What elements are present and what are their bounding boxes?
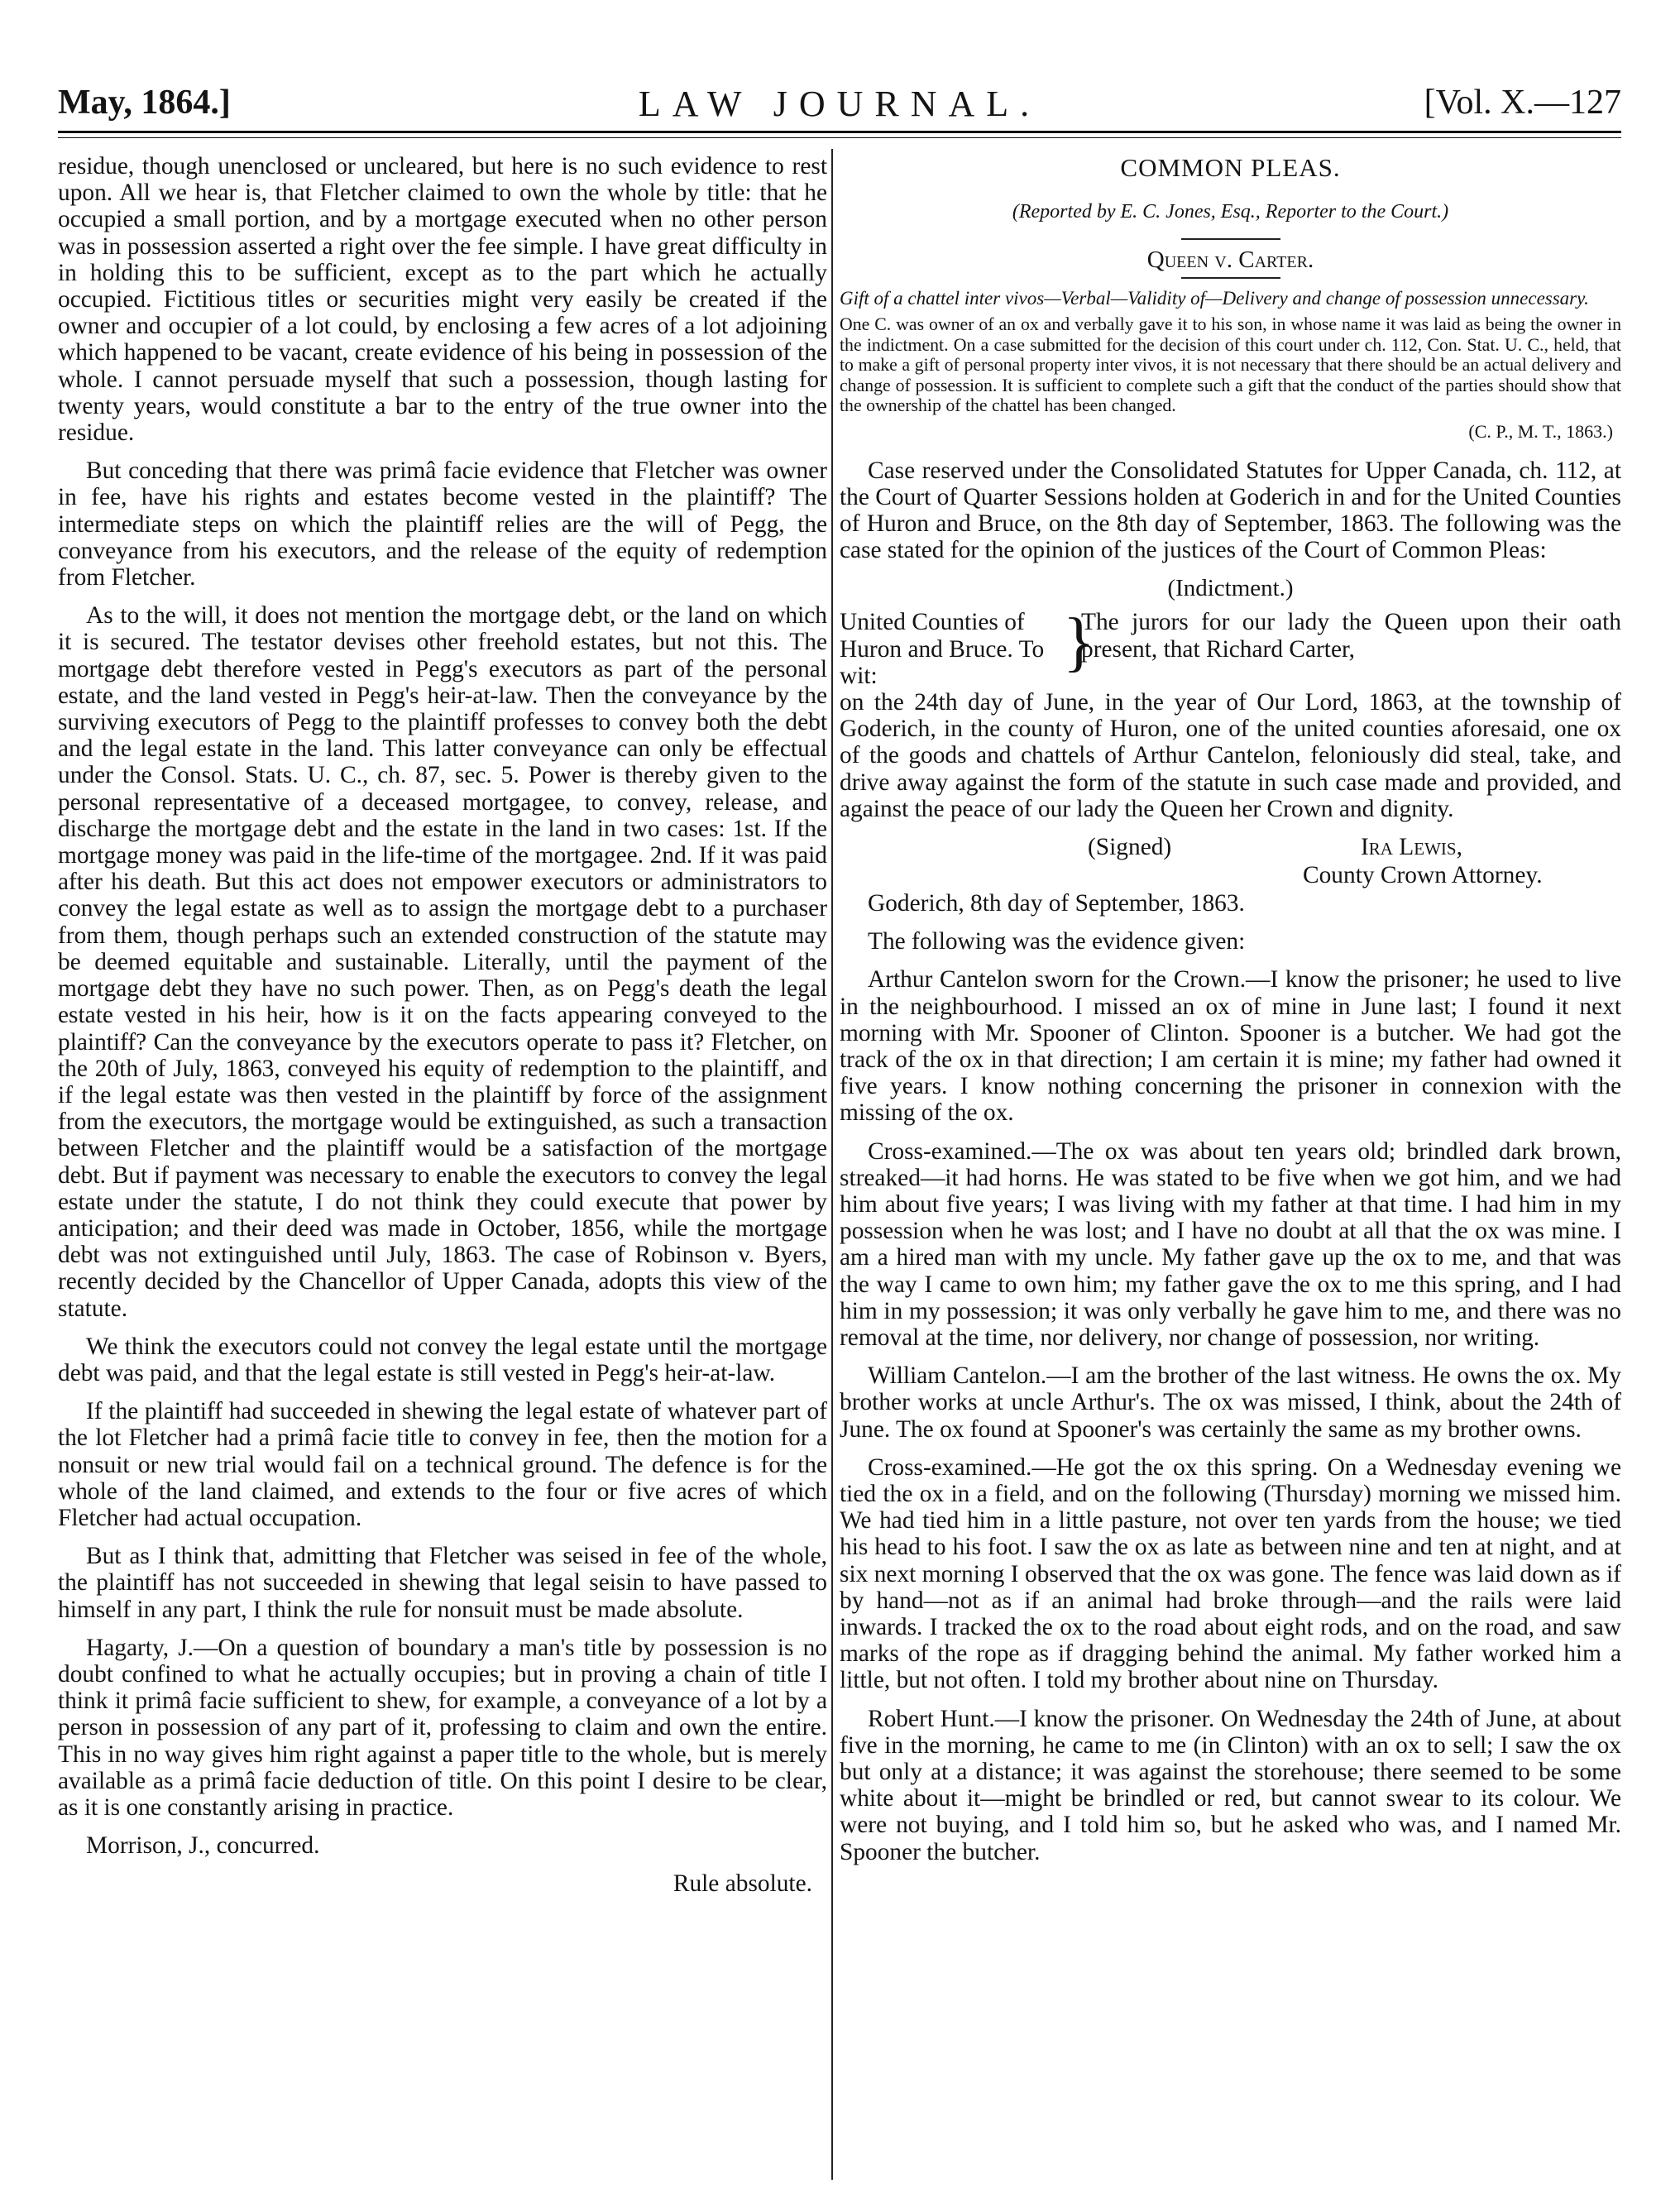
signature-row bbox=[840, 834, 1621, 862]
evidence-intro: The following was the evidence given: bbox=[868, 928, 1246, 955]
indictment-opening: The jurors for our lady the Queen upon their oath present, that Richard Carter, bbox=[1081, 609, 1621, 663]
signed-label: (Signed) bbox=[1088, 833, 1172, 860]
brace-glyph: } bbox=[1063, 606, 1095, 679]
short-rule bbox=[1181, 277, 1280, 279]
signer-title-row bbox=[840, 862, 1621, 890]
paragraph: But as I think that, admitting that Fletcher was seised in fee of the whole, the plaintiff has not succeeded in shewing that legal seisin to have passed to himself in any part, I think the rule for nonsuit must be made absolute. bbox=[58, 1543, 827, 1623]
paragraph: If the plaintiff had succeeded in shewing the legal estate of whatever part of the lot Fletcher had a primâ facie title to convey in fee, then the motion for a nonsuit or new trial would fail on a technical ground. The defence is for the whole of the land claimed, and extends to the four or five acres of which Fletcher had actual occupation. bbox=[58, 1398, 827, 1531]
paragraph: Morrison, J., concurred. bbox=[86, 1832, 320, 1860]
court-heading: COMMON PLEAS. bbox=[1120, 153, 1341, 182]
column-divider bbox=[831, 149, 833, 2180]
signer-title: County Crown Attorney. bbox=[1303, 861, 1543, 888]
paragraph: As to the will, it does not mention the mortgage debt, or the land on which it is secured. The testator devises other freehold estates, but not this. The mortgage debt therefore vested in Pegg's executors as part of the personal estate, and the land vested in Pegg's heir-at-law. Then the conveyance by the surviving executors of Pegg to the plaintiff professes to convey both the debt and the legal estate in the land. This latter conveyance can only be effectual under the Consol. Stats. U. C., ch. 87, sec. 5. Power is thereby given to the personal representative of a deceased mortgagee, to convey, release, and discharge the mortgage debt and the estate in the land in two cases: 1st. If the mortgage money was paid in the life-time of the mortgagee. 2nd. If it was paid after his death. But this act does not empower executors or administrators to convey the legal estate as well as to assign the mortgage debt to a purchaser from them, though perhaps such an extended construction of the statute may be deemed equitable and sustainable. Literally, until the payment of the mortgage debt they have no such power. Then, as on Pegg's death the legal estate vested in his heir, how is it on the facts appearing conveyed to the plaintiff? Can the conveyance by the executors operate to pass it? Fletcher, on the 20th of July, 1863, conveyed his equity of redemption to the plaintiff, and if the legal estate was then vested in the plaintiff by force of the assignment from the executors, the mortgage would be extinguished, as such a transaction between Fletcher and the plaintiff would be a satisfaction of the mortgage debt. But if payment was necessary to enable the executors to convey the legal estate under the statute, I do not think they could execute that power by anticipation; and their deed was made in October, 1856, while the mortgage debt was not extinguished until July, 1863. The case of Robinson v. Byers, recently decided by the Chancellor of Upper Canada, adopts this view of the statute. bbox=[58, 602, 827, 1322]
paragraph: But conceding that there was primâ facie evidence that Fletcher was owner in fee, have his rights and estates become vested in the plaintiff? The intermediate steps on which the plaintiff relies are the will of Pegg, the conveyance from his executors, and the release of the equity of redemption from Fletcher. bbox=[58, 457, 827, 591]
evidence-paragraph: Robert Hunt.—I know the prisoner. On Wednesday the 24th of June, at about five in the morning, he came to me (in Clinton) with an ox to sell; I saw the ox but only at a distance; it was against the storehouse; there seemed to be some white about it—might be brindled or red, but cannot swear to its colour. We were not buying, and I told him so, but he asked who was, and I named Mr. Spooner the butcher. bbox=[840, 1705, 1621, 1865]
evidence-paragraph: Cross-examined.—He got the ox this spring. On a Wednesday evening we tied the ox in a field, and on the following (Thursday) morning we missed him. We had tied him in a little pasture, not over ten yards from the house; we tied his head to his foot. I saw the ox as late as between nine and ten at night, and at six next morning I observed that the ox was gone. The fence was laid down as if by hand—not as if an animal had broke through—and the rails were laid inwards. I tracked the ox to the road about eight rods, and on the road, and saw marks of the rope as if dragging behind the animal. My father worked him a little, but not often. I told my brother about nine on Thursday. bbox=[840, 1453, 1621, 1694]
header-rule-thick bbox=[58, 131, 1621, 133]
rule-absolute: Rule absolute. bbox=[672, 1870, 812, 1898]
case-reserved-paragraph: Case reserved under the Consolidated Statutes for Upper Canada, ch. 112, at the Court of Quarter Sessions holden at Goderich in and for the United Counties of Huron and Bruce, on the 8th day of September, 1863. The following was the case stated for the opinion of the justices of the Court of Common Pleas: bbox=[840, 457, 1621, 564]
header-date: May, 1864.] bbox=[58, 84, 231, 122]
dated-line: Goderich, 8th day of September, 1863. bbox=[868, 889, 1245, 917]
indictment-block bbox=[840, 606, 1621, 689]
reporter-line: (Reported by E. C. Jones, Esq., Reporter to the Court.) bbox=[1012, 201, 1449, 223]
indictment-venue: United Counties of Huron and Bruce. To wit: bbox=[840, 609, 1045, 689]
paragraph: Hagarty, J.—On a question of boundary a man's title by possession is no doubt confined to what he actually occupies; but in proving a chain of title I think it primâ facie sufficient to shew, for example, a conveyance of a lot by a person in possession of any part of it, professing to claim and own the entire. This in no way gives him right against a paper title to the whole, but is merely available as a primâ facie deduction of title. On this point I desire to be clear, as it is one constantly arising in practice. bbox=[58, 1634, 827, 1821]
evidence-paragraph: Arthur Cantelon sworn for the Crown.—I know the prisoner; he used to live in the neighbourhood. I missed an ox of mine in June last; I found it next morning with Mr. Spooner of Clinton. Spooner is a butcher. We had got the track of the ox in that direction; I am certain it is mine; my father had owned it five years. I know nothing concerning the prisoner in connexion with the missing of the ox. bbox=[840, 966, 1621, 1127]
journal-title: LAW JOURNAL. bbox=[638, 84, 1041, 124]
paragraph: We think the executors could not convey the legal estate until the mortgage debt was paid, and that the legal estate is still vested in Pegg's heir-at-law. bbox=[58, 1333, 827, 1386]
citation: (C. P., M. T., 1863.) bbox=[1468, 420, 1613, 442]
header-volume-page: [Vol. X.—127 bbox=[1424, 84, 1621, 122]
headnote: One C. was owner of an ox and verbally gave it to his son, in whose name it was laid as being the owner in the indictment. On a case submitted for the decision of this court under ch. 112, Con. Stat. U. C., held, that to make a gift of personal property inter vivos, it is not necessary that there should be an actual delivery and change of possession. It is sufficient to complete such a gift that the conduct of the parties should show that the ownership of the chattel has been changed. bbox=[840, 314, 1621, 415]
indictment-heading: (Indictment.) bbox=[1167, 575, 1294, 602]
right-column bbox=[840, 153, 1621, 1877]
left-column bbox=[58, 153, 827, 1909]
indictment-body: on the 24th day of June, in the year of Our Lord, 1863, at the township of Goderich, in the county of Huron, one of the united counties aforesaid, one ox of the goods and chattels of Arthur Cantelon, feloniously did steal, take, and drive away against the form of the statute in such case made and provided, and against the peace of our lady the Queen her Crown and dignity. bbox=[840, 688, 1621, 822]
signer-name: Ira Lewis, bbox=[1361, 833, 1462, 860]
header-rule-thin bbox=[58, 137, 1621, 138]
short-rule bbox=[1181, 238, 1280, 240]
evidence-paragraph: William Cantelon.—I am the brother of the last witness. He owns the ox. My brother works at uncle Arthur's. The ox was missed, I think, about the 24th of June. The ox found at Spooner's was certainly the same as my brother owns. bbox=[840, 1362, 1621, 1443]
case-title: Queen v. Carter. bbox=[1146, 247, 1314, 273]
evidence-paragraph: Cross-examined.—The ox was about ten years old; brindled dark brown, streaked—it had horns. He was stated to be five when we got him, and we had him about five years; I was living with my father at that time. I had him in my possession when he was lost; and I have no doubt at all that the ox was mine. I am a hired man with my uncle. My father gave up the ox to me, and that was the way I came to own him; my father gave the ox to me this spring, and I had him in my possession; it was only verbally he gave him to me, and there was no removal at the time, nor delivery, nor change of possession, nor writing. bbox=[840, 1137, 1621, 1351]
headnote-summary: Gift of a chattel inter vivos—Verbal—Validity of—Delivery and change of possession unnecessary. bbox=[840, 288, 1589, 309]
paragraph: residue, though unenclosed or uncleared, but here is no such evidence to rest upon. All we hear is, that Fletcher claimed to own the whole by title: that he occupied a small portion, and by a mortgage executed when no other person was in possession asserted a right over the fee simple. I have great difficulty in in holding this to be sufficient, except as to the part which he actually occupied. Fictitious titles or securities might very easily be created if the owner and occupier of a lot could, by enclosing a few acres of a lot adjoining which happened to be vacant, create evidence of his being in possession of the whole. I cannot persuade myself that such a possession, though lasting for twenty years, would constitute a bar to the entry of the true owner into the residue. bbox=[58, 153, 827, 447]
